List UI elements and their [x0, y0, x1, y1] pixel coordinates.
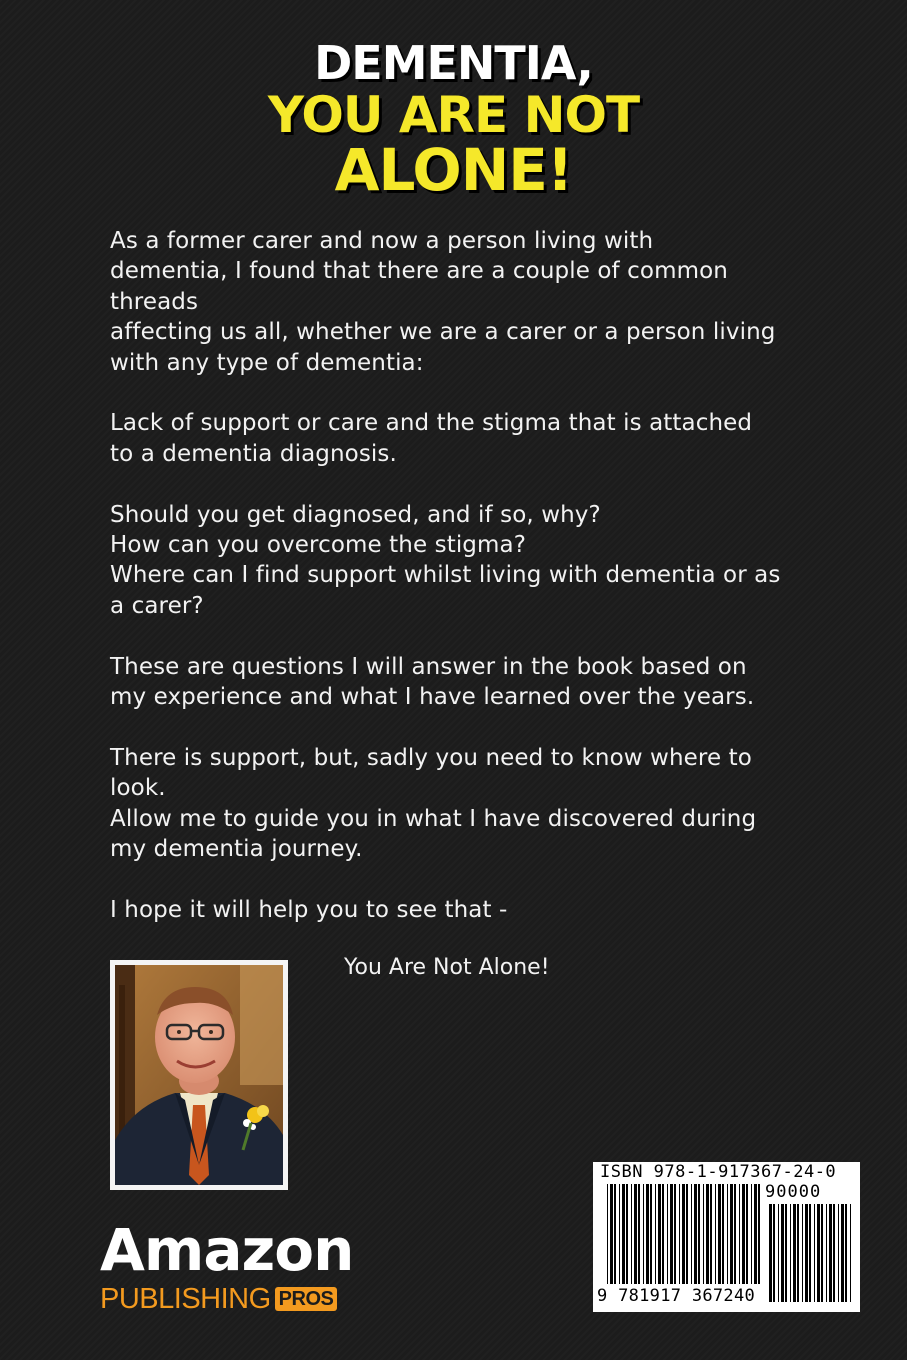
barcode-bar — [778, 1204, 779, 1302]
barcode-bar — [631, 1184, 632, 1284]
barcode-bar — [658, 1184, 661, 1284]
barcode-bar — [845, 1204, 847, 1302]
title-line-3: ALONE! — [334, 136, 573, 204]
barcode-bar — [722, 1184, 724, 1284]
barcode-bar — [841, 1204, 844, 1302]
blurb-paragraph-1 — [110, 226, 810, 378]
title-line-1: DEMENTIA, — [314, 36, 593, 90]
barcode-bar — [817, 1204, 820, 1302]
text-line: affecting us all, whether we are a carer or a person living — [110, 319, 776, 346]
barcode-bar — [646, 1184, 649, 1284]
barcode-bar — [742, 1184, 745, 1284]
blurb-paragraph-2 — [110, 408, 810, 469]
barcode-bar — [758, 1184, 760, 1284]
barcode-bar — [769, 1204, 772, 1302]
blurb-paragraph-5 — [110, 743, 810, 865]
barcode-bar — [793, 1204, 796, 1302]
barcode-bar — [638, 1184, 640, 1284]
barcode-bar — [838, 1204, 839, 1302]
barcode-bar — [670, 1184, 673, 1284]
barcode-bar — [773, 1204, 775, 1302]
barcode-bar — [610, 1184, 613, 1284]
barcode-bar — [643, 1184, 644, 1284]
author-photo — [110, 960, 288, 1190]
barcode-bar — [698, 1184, 700, 1284]
barcode-bar — [833, 1204, 835, 1302]
publisher-sub-text: PUBLISHING — [100, 1283, 271, 1315]
barcode-bar — [734, 1184, 736, 1284]
barcode-bar — [634, 1184, 637, 1284]
barcode-bar — [829, 1204, 832, 1302]
barcode-bar — [785, 1204, 787, 1302]
barcode-bar — [686, 1184, 688, 1284]
text-line: with any type of dementia: — [110, 349, 424, 376]
text-line: Lack of support or care and the stigma that is attached — [110, 410, 753, 437]
barcode-bar — [826, 1204, 827, 1302]
text-line: look. — [110, 775, 166, 802]
publisher-badge: PROS — [275, 1287, 338, 1311]
barcode-bar — [607, 1184, 608, 1284]
barcode-bar — [746, 1184, 748, 1284]
barcode-bar — [790, 1204, 791, 1302]
barcode-bar — [679, 1184, 680, 1284]
barcode-bar — [781, 1204, 784, 1302]
isbn-barcode — [593, 1162, 860, 1312]
isbn-label: ISBN 978-1-917367-24-0 — [600, 1162, 837, 1182]
blurb-paragraph-6 — [110, 895, 810, 925]
barcode-bar — [614, 1184, 616, 1284]
barcode-bar — [718, 1184, 721, 1284]
barcode-bar — [821, 1204, 823, 1302]
barcode-bar — [814, 1204, 815, 1302]
barcode-bar — [727, 1184, 728, 1284]
blurb-paragraph-4 — [110, 652, 810, 713]
barcode-bar — [805, 1204, 808, 1302]
barcode-bar — [802, 1204, 803, 1302]
text-line: I hope it will help you to see that - — [110, 896, 508, 923]
barcode-bar — [622, 1184, 625, 1284]
barcode-bar — [754, 1184, 757, 1284]
barcode-bar — [715, 1184, 716, 1284]
text-line: to a dementia diagnosis. — [110, 440, 397, 467]
text-line: a carer? — [110, 592, 204, 619]
barcode-bar — [667, 1184, 668, 1284]
text-line: These are questions I will answer in the book based on — [110, 653, 747, 680]
text-line: Where can I find support whilst living with dementia or as — [110, 562, 781, 589]
barcode-bar — [703, 1184, 704, 1284]
text-line: Allow me to guide you in what I have discovered during — [110, 805, 757, 832]
barcode-bar — [730, 1184, 733, 1284]
barcode-bar — [850, 1204, 851, 1302]
barcode-bar — [797, 1204, 799, 1302]
text-line: threads — [110, 288, 199, 315]
text-line: dementia, I found that there are a couple of common — [110, 258, 728, 285]
author-portrait-image — [115, 965, 283, 1185]
barcode-bar — [739, 1184, 740, 1284]
text-line: Should you get diagnosed, and if so, why? — [110, 501, 601, 528]
barcode-bar — [809, 1204, 811, 1302]
barcode-bar — [694, 1184, 697, 1284]
barcode-bar — [682, 1184, 685, 1284]
blurb-text — [110, 226, 810, 956]
barcode-digits: 9 781917 367240 — [597, 1286, 756, 1306]
text-line: my dementia journey. — [110, 836, 363, 863]
barcode-bar — [650, 1184, 652, 1284]
barcode-addon: 90000 — [765, 1182, 822, 1202]
publisher-logo-sub — [100, 1282, 337, 1316]
text-line: As a former carer and now a person living with — [110, 228, 654, 254]
text-line: my experience and what I have learned over the years. — [110, 684, 755, 711]
blurb-paragraph-3 — [110, 500, 810, 622]
barcode-bar — [691, 1184, 692, 1284]
barcode-bar — [662, 1184, 664, 1284]
barcode-bar — [655, 1184, 656, 1284]
barcode-bar — [674, 1184, 676, 1284]
publisher-logo-word: Amazon — [100, 1216, 354, 1284]
barcode-bar — [706, 1184, 709, 1284]
title-line-2: YOU ARE NOT — [267, 86, 640, 144]
barcode-bar — [751, 1184, 752, 1284]
barcode-bar — [626, 1184, 628, 1284]
signoff-text: You Are Not Alone! — [344, 955, 550, 980]
text-line: There is support, but, sadly you need to know where to — [110, 744, 752, 771]
text-line: How can you overcome the stigma? — [110, 532, 527, 559]
barcode-bar — [619, 1184, 620, 1284]
barcode-bar — [710, 1184, 712, 1284]
